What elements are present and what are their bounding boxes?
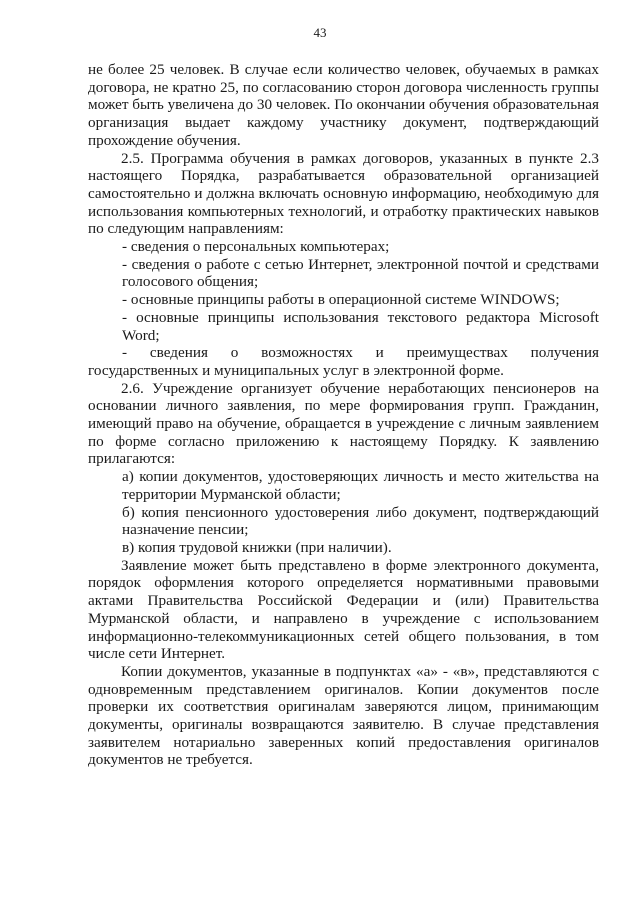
paragraph-electronic-application: Заявление может быть представлено в форме электронного документа, порядок оформления которого определяется нормативными правовыми актами Правительства Российской Федерации и (или) Правительства Мурманской области, и направлено в учреждение с использованием информационно-телекоммуникационных сетей общего пользования, в том числе сети Интернет. (88, 556, 599, 663)
word: и (375, 344, 384, 362)
paragraph-group-size: не более 25 человек. В случае если количество человек, обучаемых в рамках договора, не кратно 25, по согласованию сторон договора численность группы может быть увеличена до 30 человек. По окончании обучения образовательная организация выдает каждому участнику документ, подтверждающий прохождение обучения. (88, 61, 600, 149)
list-item-gov-services-rest: государственных и муниципальных услуг в электронной форме. (88, 361, 504, 379)
list-item-identity-docs: а) копии документов, удостоверяющих личность и место жительства на территории Мурманской области; (122, 468, 599, 503)
list-item-work-book: в) копия трудовой книжки (при наличии). (122, 538, 392, 556)
paragraph-2-6-enrollment: 2.6. Учреждение организует обучение неработающих пенсионеров на основании личного заявления, по мере формирования групп. Гражданин, имеющий право на обучение, обращается в учреждение с личным заявлением по форме согласно приложению к настоящему Порядку. К заявлению прилагаются: (88, 379, 599, 468)
word: сведения (149, 344, 208, 362)
list-item-word-info: - основные принципы использования текстового редактора Microsoft Word; (122, 308, 599, 344)
paragraph-2-5-program: 2.5. Программа обучения в рамках договоров, указанных в пункте 2.3 настоящего Порядка, разрабатывается образовательной организацией самостоятельно и должна включать основную информацию, необходимую для использования компьютерных технологий, и отработку практических навыков по следующим направлениям: (88, 149, 599, 238)
list-item-internet-info: - сведения о работе с сетью Интернет, электронной почтой и средствами голосового общения; (122, 255, 599, 291)
list-item-pc-info: - сведения о персональных компьютерах; (122, 238, 390, 256)
word: возможностях (261, 344, 353, 362)
page-number: 43 (313, 25, 327, 40)
word: получения (530, 344, 599, 362)
list-item-windows-info: - основные принципы работы в операционной системе WINDOWS; (122, 291, 560, 309)
paragraph-document-copies: Копии документов, указанные в подпунктах «а» - «в», представляются с одновременным представлением оригиналов. Копии документов после проверки их соответствия оригиналам заверяются лицом, принимающим документы, оригиналы возвращаются заявителю. В случае представления заявителем нотариально заверенных копий предоставления оригиналов документов не требуется. (88, 662, 599, 769)
word: преимуществах (406, 344, 508, 362)
word: - (122, 344, 128, 362)
list-item-pension-certificate: б) копия пенсионного удостоверения либо документ, подтверждающий назначение пенсии; (122, 503, 599, 539)
word: о (230, 344, 239, 362)
list-item-gov-services-line (88, 344, 599, 362)
document-body (88, 61, 599, 769)
